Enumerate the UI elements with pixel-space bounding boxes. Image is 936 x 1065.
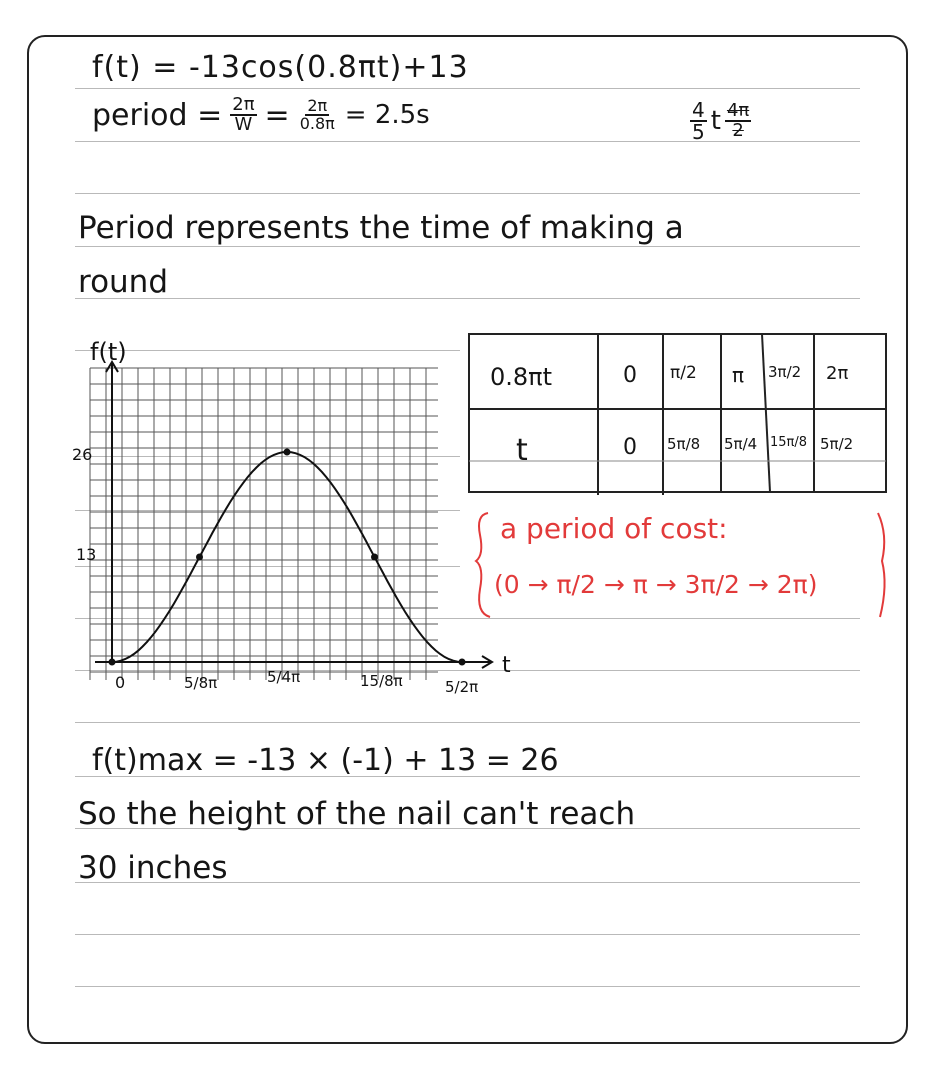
- x-axis-label: t: [502, 653, 511, 678]
- note-sequence: (0 → π/2 → π → 3π/2 → 2π): [494, 570, 818, 599]
- table-cell-r2-c2: 5π/8: [667, 435, 701, 453]
- x-tick-5-8pi: 5/8π: [184, 674, 218, 692]
- y-axis-label: f(t): [90, 338, 127, 366]
- max-value-line: f(t)max = -13 × (-1) + 13 = 26: [92, 743, 559, 778]
- y-tick-13: 13: [76, 545, 97, 564]
- sketch-graph: [60, 330, 530, 720]
- table-cell-r1-c2: π/2: [670, 363, 697, 383]
- y-tick-26: 26: [72, 445, 93, 464]
- table-row1-label: 0.8πt: [490, 363, 553, 391]
- table-cell-r2-c3: 5π/4: [724, 435, 758, 453]
- table-cell-r1-c4: 3π/2: [768, 363, 802, 381]
- table-cell-r1-c1: 0: [623, 363, 637, 388]
- note-title: a period of cost:: [500, 512, 728, 545]
- period-line: period = $\frac{2\pi}{W}$ = $\frac{2\pi}{0.8\pi}$ = 2.5s: [92, 94, 430, 135]
- x-tick-15-8pi: 15/8π: [360, 672, 403, 690]
- period-fraction-2: $\frac{2\pi}{0.8\pi}$: [299, 96, 335, 133]
- x-tick-0: 0: [115, 673, 126, 692]
- period-label: period =: [92, 97, 223, 133]
- equation-text: f(t) = -13cos(0.8πt)+13: [92, 50, 469, 85]
- table-cell-r2-c5: 5π/2: [820, 435, 854, 453]
- curve-point: [284, 449, 291, 456]
- scratch-work: $\frac{4}{5}$ t $\frac{4\pi}{2}$: [692, 98, 750, 144]
- x-tick-5-4pi: 5/4π: [267, 668, 301, 686]
- curve-point: [109, 659, 116, 666]
- period-meaning-line-2: round: [78, 264, 169, 300]
- conclusion-line-2: 30 inches: [78, 850, 228, 886]
- curve-points: [109, 449, 466, 666]
- graph-grid: [90, 368, 438, 680]
- curve-point: [196, 554, 203, 561]
- values-table: [468, 333, 888, 495]
- x-tick-5-2pi: 5/2π: [445, 678, 479, 696]
- table-cell-r1-c5: 2π: [826, 363, 849, 384]
- period-fraction-1: $\frac{2\pi}{W}$: [232, 94, 255, 135]
- period-meaning-line-1: Period represents the time of making a: [78, 210, 684, 246]
- curve-point: [459, 659, 466, 666]
- curve-point: [371, 554, 378, 561]
- table-cell-r2-c1: 0: [623, 435, 637, 460]
- table-row2-label: t: [516, 433, 528, 468]
- period-result: = 2.5s: [344, 100, 430, 130]
- table-lines: [468, 333, 888, 495]
- table-cell-r1-c3: π: [732, 363, 745, 387]
- table-cell-r2-c4: 15π/8: [770, 435, 808, 450]
- conclusion-line-1: So the height of the nail can't reach: [78, 796, 636, 832]
